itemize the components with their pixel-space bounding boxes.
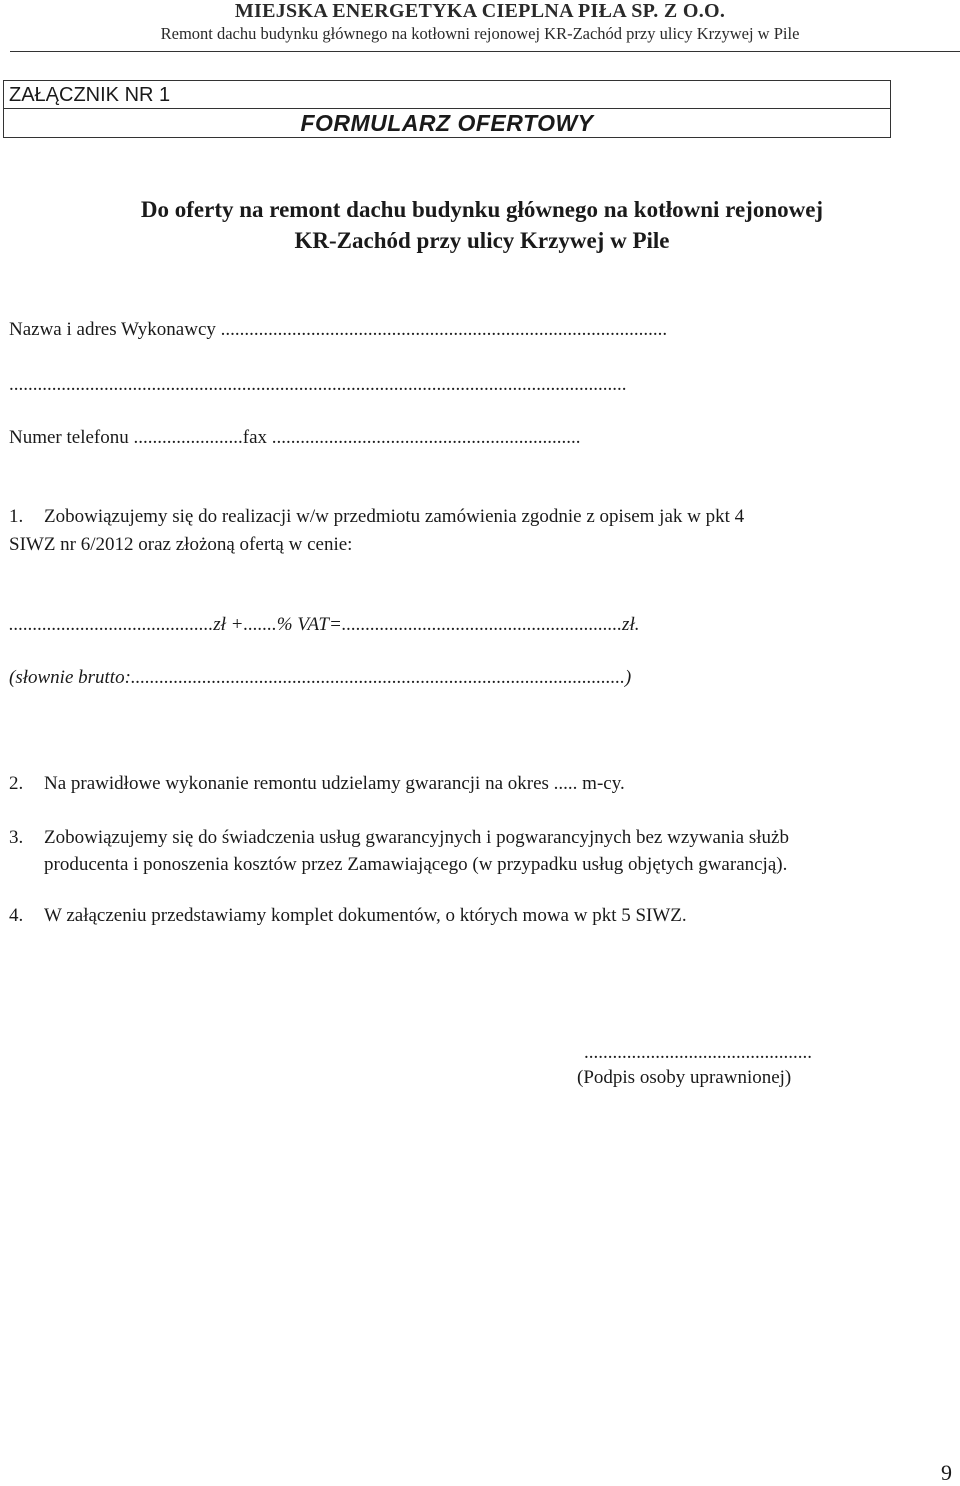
offer-heading-line-2: KR-Zachód przy ulicy Krzywej w Pile	[294, 228, 670, 253]
document-subtitle: Remont dachu budynku głównego na kotłowni rejonowej KR-Zachód przy ulicy Krzywej w Pile	[160, 24, 800, 43]
header-divider	[10, 51, 960, 52]
annex-box-divider	[4, 108, 890, 109]
item-1-line-1	[9, 506, 744, 528]
item-4-text: W załączeniu przedstawiamy komplet dokumentów, o których mowa w pkt 5 SIWZ.	[44, 905, 687, 926]
gross-in-words-field: (słownie brutto:........................................................................................................)	[9, 667, 632, 688]
item-2-text: Na prawidłowe wykonanie remontu udzielamy gwarancji na okres ..... m-cy.	[44, 773, 625, 794]
company-name: MIEJSKA ENERGETYKA CIEPLNA PIŁA SP. Z O.O.	[234, 0, 726, 22]
item-1-number: 1.	[9, 506, 24, 527]
form-title: FORMULARZ OFERTOWY	[300, 110, 594, 136]
price-field: ...........................................zł +.......% VAT=...........................................................zł.	[9, 614, 640, 635]
annex-label: ZAŁĄCZNIK NR 1	[9, 84, 171, 106]
item-3-line-1	[9, 827, 789, 849]
signature-line: ................................................	[584, 1042, 812, 1063]
item-2	[9, 773, 625, 795]
item-1-text: Zobowiązujemy się do realizacji w/w przedmiotu zamówienia zgodnie z opisem jak w pkt 4	[44, 506, 745, 527]
item-3-text: Zobowiązujemy się do świadczenia usług gwarancyjnych i pogwarancyjnych bez wzywania służb	[44, 827, 789, 848]
item-2-number: 2.	[9, 773, 24, 794]
contractor-continuation-field: ..................................................................................................................................	[9, 374, 627, 395]
item-1-line-2: SIWZ nr 6/2012 oraz złożoną ofertą w cenie:	[9, 534, 353, 555]
phone-fax-field: Numer telefonu .......................fax .................................................................	[9, 427, 581, 448]
item-3-number: 3.	[9, 827, 24, 848]
offer-heading-line-1: Do oferty na remont dachu budynku głównego na kotłowni rejonowej	[140, 197, 824, 222]
signature-label: (Podpis osoby uprawnionej)	[577, 1067, 792, 1088]
item-4-number: 4.	[9, 905, 24, 926]
contractor-name-address-field: Nazwa i adres Wykonawcy ..............................................................................................	[9, 319, 668, 340]
item-3-line-2: producenta i ponoszenia kosztów przez Zamawiającego (w przypadku usług objętych gwarancją).	[44, 854, 788, 875]
item-4	[9, 905, 687, 927]
page-number: 9	[941, 1460, 952, 1485]
